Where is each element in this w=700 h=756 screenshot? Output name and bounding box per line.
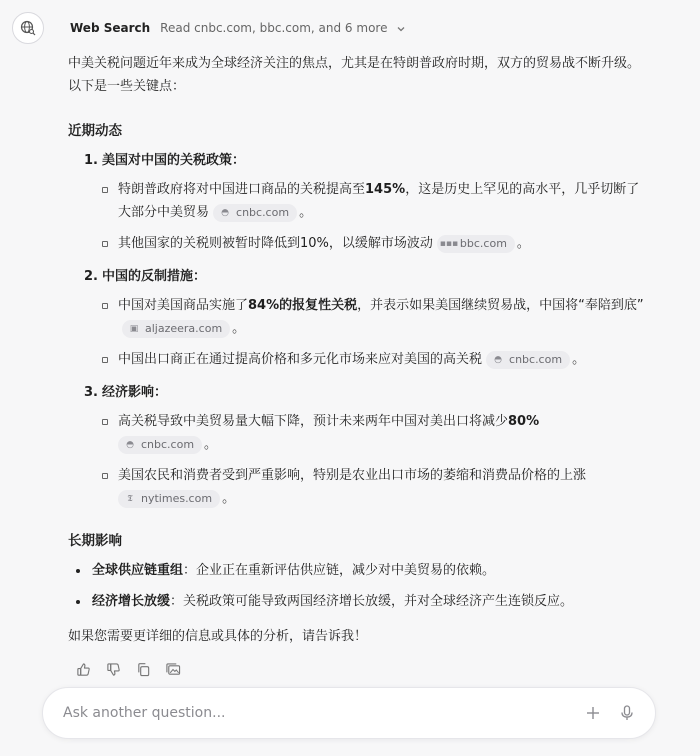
- list-item-title: [84, 149, 648, 172]
- list-title-text: 美国对中国的关税政策：: [102, 153, 246, 168]
- bullet-text: 其他国家的关税则被暂时降低到10%，以缓解市场波动: [118, 236, 433, 251]
- list-item-title: [84, 381, 648, 404]
- source-label: cnbc.com: [236, 205, 290, 219]
- list-number: 1.: [84, 153, 98, 168]
- response-actions: [74, 660, 182, 678]
- source-chip[interactable]: [437, 235, 515, 253]
- list-item: [68, 149, 648, 255]
- closing-paragraph: 如果您需要更详细的信息或具体的分析，请告诉我！: [68, 629, 368, 644]
- thumbs-down-icon[interactable]: [104, 660, 122, 678]
- globe-search-icon: [12, 12, 44, 44]
- bullet-bold: 经济增长放缓: [92, 594, 171, 609]
- bullet-text: 。: [204, 437, 218, 452]
- sub-list-item: [102, 348, 648, 371]
- list-number: 3.: [84, 385, 98, 400]
- plus-icon[interactable]: [583, 703, 603, 723]
- microphone-icon[interactable]: [617, 703, 637, 723]
- bullet-text: 。: [516, 236, 530, 251]
- source-label: aljazeera.com: [145, 321, 223, 335]
- bullet-text: 中国对美国商品实施了: [118, 298, 249, 313]
- section-heading-recent: 近期动态: [68, 123, 122, 139]
- longterm-list: [68, 559, 648, 613]
- copy-icon[interactable]: [134, 660, 152, 678]
- ask-input[interactable]: [61, 704, 569, 722]
- sources-toggle[interactable]: [160, 21, 406, 35]
- bullet-text: ，并表示如果美国继续贸易战，中国将“奉陪到底”: [357, 298, 644, 313]
- sub-list: [102, 294, 648, 371]
- longterm-section: [68, 530, 648, 613]
- sub-list-item: [102, 232, 648, 255]
- source-label: bbc.com: [459, 236, 507, 250]
- web-search-title: Web Search: [70, 21, 151, 35]
- bullet-bold: 全球供应链重组: [92, 563, 184, 578]
- bullet-bold: 84%的报复性关税: [248, 298, 358, 313]
- source-label: cnbc.com: [509, 352, 563, 366]
- bullet-text: 。: [572, 352, 586, 367]
- source-chip[interactable]: [122, 320, 230, 338]
- sub-list: [102, 410, 648, 510]
- images-icon[interactable]: [164, 660, 182, 678]
- source-chip[interactable]: [118, 436, 202, 454]
- intro-paragraph: 中美关税问题近年来成为全球经济关注的焦点，尤其是在特朗普政府时期，双方的贸易战不断升级。以下是一些关键点：: [68, 56, 641, 94]
- bullet-text: ：企业正在重新评估供应链，减少对中美贸易的依赖。: [183, 563, 496, 578]
- list-title-text: 经济影响：: [102, 385, 168, 400]
- sub-list: [102, 178, 648, 255]
- list-item: [68, 265, 648, 371]
- bullet-text: 。: [222, 491, 236, 506]
- source-label: cnbc.com: [141, 437, 195, 451]
- list-item: [68, 590, 648, 613]
- bullet-text: 。: [299, 205, 313, 220]
- bullet-text: 美国农民和消费者受到严重影响，特别是农业出口市场的萎缩和消费品价格的上涨: [118, 468, 587, 483]
- aljazeera-logo-icon: ▣: [129, 323, 139, 334]
- bullet-text: ，这是历史上罕见的高水平，几乎切断了大部分中美贸易: [118, 182, 640, 220]
- bbc-logo-icon: ▪▪▪: [439, 238, 459, 249]
- list-item: [68, 559, 648, 582]
- sub-list-item: [102, 410, 648, 456]
- bullet-text: 高关税导致中美贸易量大幅下降，预计未来两年中国对美出口将减少: [118, 414, 509, 429]
- source-chip[interactable]: [213, 204, 297, 222]
- web-search-header: [12, 12, 406, 44]
- chevron-down-icon: [396, 24, 406, 34]
- list-item: [68, 381, 648, 510]
- section-heading-longterm: 长期影响: [68, 533, 122, 549]
- bullet-text: 。: [232, 321, 246, 336]
- nytimes-logo-icon: 𝕿: [127, 493, 133, 504]
- sub-list-item: [102, 464, 648, 510]
- list-number: 2.: [84, 269, 98, 284]
- cnbc-logo-icon: ◓: [126, 439, 134, 450]
- cnbc-logo-icon: ◓: [221, 207, 229, 218]
- sub-list-item: [102, 178, 648, 224]
- bullet-text: ：关税政策可能导致两国经济增长放缓，并对全球经济产生连锁反应。: [170, 594, 574, 609]
- bullet-bold: 145%: [365, 182, 406, 197]
- sources-summary: Read cnbc.com, bbc.com, and 6 more: [160, 21, 388, 35]
- source-chip[interactable]: [118, 490, 220, 508]
- thumbs-up-icon[interactable]: [74, 660, 92, 678]
- source-label: nytimes.com: [141, 491, 213, 505]
- question-input-bar: [42, 687, 656, 739]
- answer-body: [68, 52, 648, 670]
- bullet-text: 特朗普政府将对中国进口商品的关税提高至: [118, 182, 366, 197]
- bullet-bold: 80%: [508, 414, 540, 429]
- bullet-text: 中国出口商正在通过提高价格和多元化市场来应对美国的高关税: [118, 352, 483, 367]
- list-item-title: [84, 265, 648, 288]
- recent-list: [68, 149, 648, 510]
- list-title-text: 中国的反制措施：: [102, 269, 207, 284]
- sub-list-item: [102, 294, 648, 340]
- cnbc-logo-icon: ◓: [494, 354, 502, 365]
- source-chip[interactable]: [486, 351, 570, 369]
